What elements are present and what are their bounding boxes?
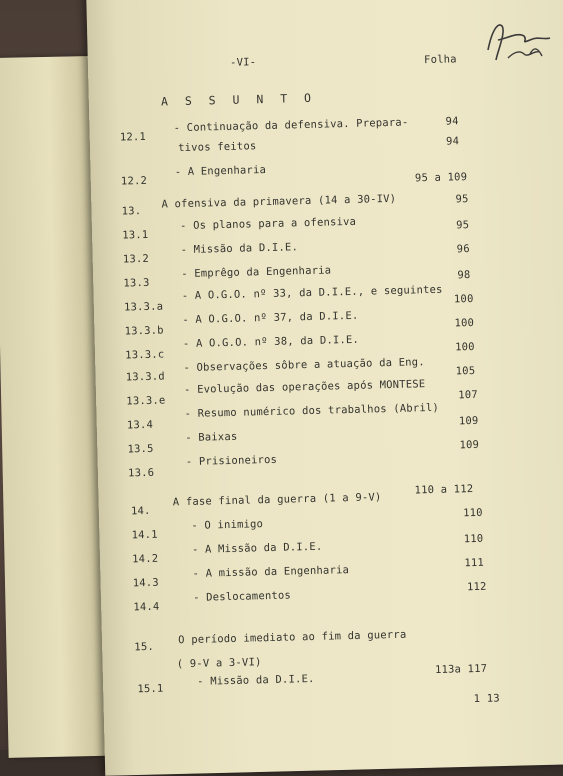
entry-number: 13.3.d bbox=[125, 370, 166, 384]
entry-text: - A O.G.O. nº 38, da D.I.E. bbox=[182, 333, 360, 351]
entry-number: 13.3.b bbox=[124, 324, 164, 338]
section-title: A fase final da guerra (1 a 9-V) bbox=[172, 491, 382, 509]
entry-number: 12.1 bbox=[119, 130, 147, 144]
entry-folha: 100 bbox=[454, 340, 475, 354]
entry-number: 13.3.e bbox=[126, 394, 166, 408]
section-title: A ofensiva da primavera (14 a 30-IV) bbox=[161, 192, 397, 211]
entry-text: - Missão da D.I.E. bbox=[180, 241, 299, 257]
entry-number: 13.3 bbox=[123, 276, 150, 290]
entry-number: 14.4 bbox=[133, 600, 160, 614]
entry-text: - A O.G.O. nº 33, da D.I.E., e seguintes bbox=[181, 283, 443, 303]
entry-text: - A Missão da D.I.E. bbox=[191, 540, 323, 556]
entry-number: 13.3.a bbox=[123, 300, 164, 314]
entry-number: 14.3 bbox=[132, 576, 160, 590]
entry-folha: 95 a 109 bbox=[414, 171, 468, 185]
entry-folha: 112 bbox=[466, 580, 487, 594]
entry-folha: 109 bbox=[458, 414, 479, 428]
entry-folha: 94 bbox=[445, 115, 459, 128]
entry-folha: 95 bbox=[455, 193, 469, 206]
section-title: O período imediato ao fim da guerra bbox=[178, 628, 407, 647]
entry-folha: 1 13 bbox=[473, 692, 500, 706]
entry-number: 13.2 bbox=[122, 252, 150, 266]
entry-folha: 110 bbox=[463, 506, 483, 520]
entry-folha: 109 bbox=[459, 438, 480, 452]
entry-number: 14.1 bbox=[131, 528, 158, 542]
entry-folha: 95 bbox=[455, 219, 470, 232]
folha-header: Folha bbox=[423, 53, 457, 67]
entry-number: 13.6 bbox=[127, 466, 155, 480]
entry-folha: 100 bbox=[454, 316, 475, 330]
entry-text: - A Engenharia bbox=[174, 163, 267, 179]
assunto-header: A S S U N T O bbox=[160, 90, 317, 109]
entry-text: - Resumo numérico dos trabalhos (Abril) bbox=[184, 401, 440, 421]
entry-folha: 113a 117 bbox=[434, 662, 488, 676]
entry-text: - Missão da D.I.E. bbox=[197, 672, 315, 688]
section-number: 13. bbox=[121, 205, 142, 218]
entry-number: 15.1 bbox=[137, 682, 164, 696]
entry-number: 12.2 bbox=[120, 174, 148, 188]
entry-folha: 107 bbox=[458, 388, 479, 402]
entry-folha: 110 bbox=[463, 532, 484, 546]
page-number: -VI- bbox=[229, 56, 257, 69]
entry-text: - Observações sôbre a atuação da Eng. bbox=[183, 356, 425, 375]
entry-text: - O inimigo bbox=[191, 518, 264, 532]
entry-number: 13.3.c bbox=[125, 348, 165, 362]
entry-number: 14.2 bbox=[132, 552, 159, 566]
entry-folha: 96 bbox=[456, 243, 470, 256]
entry-folha: 98 bbox=[457, 269, 471, 282]
entry-text: - Deslocamentos bbox=[193, 589, 292, 604]
entry-folha: 94 bbox=[445, 135, 460, 148]
entry-text: - A O.G.O. nº 37, da D.I.E. bbox=[182, 309, 359, 327]
entry-number: 13.1 bbox=[122, 228, 149, 242]
entry-text: - Prisioneiros bbox=[185, 453, 278, 469]
entry-text: - Emprêgo da Engenharia bbox=[181, 264, 332, 281]
entry-text: - Evolução das operações após MONTESE bbox=[183, 378, 426, 397]
entry-number: 13.5 bbox=[127, 442, 154, 456]
entry-text: - Os planos para a ofensiva bbox=[179, 215, 357, 233]
section-number: 15. bbox=[134, 640, 155, 654]
section-number: 14. bbox=[130, 504, 151, 518]
entry-text: tivos feitos bbox=[178, 140, 257, 155]
section-subtitle: ( 9-V a 3-VI) bbox=[176, 656, 262, 671]
entry-folha: 110 a 112 bbox=[414, 483, 474, 497]
entry-number: 13.4 bbox=[126, 418, 154, 432]
entry-folha: 100 bbox=[453, 292, 474, 306]
entry-text: - Baixas bbox=[185, 430, 238, 445]
entry-text: - Continuação da defensiva. Prepara- bbox=[173, 116, 409, 135]
entry-text: - A missão da Engenharia bbox=[192, 564, 350, 580]
entry-folha: 111 bbox=[464, 556, 485, 570]
entry-folha: 105 bbox=[455, 364, 476, 378]
